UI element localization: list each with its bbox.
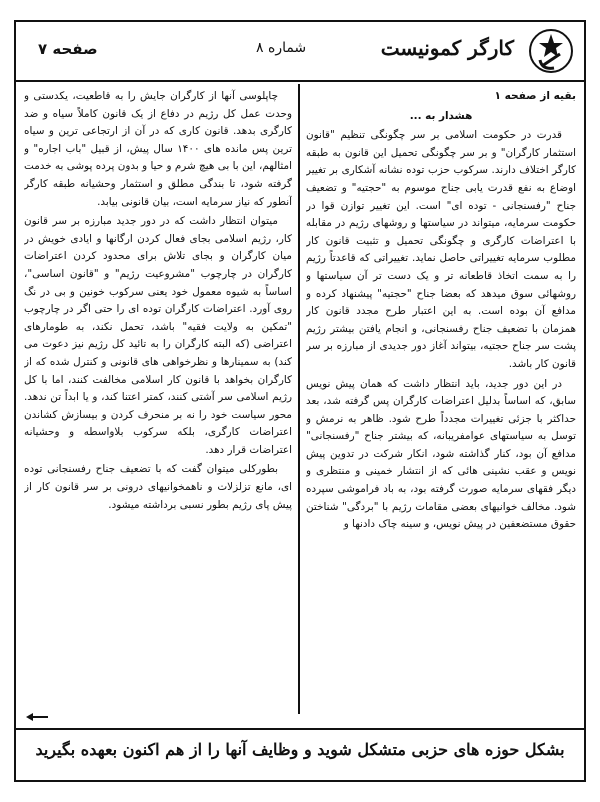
paragraph: میتوان انتظار داشت که در دور جدید مبارزه بر سر قانون کار، رژیم اسلامی بجای فعال کردن ارگانها و ایادی خویش در میان کارگران و بجای تلاش برای محدود کردن اعتراضات کارگران در چارچوب "مشروعیت رژیم" و "قانون اساسی"، اساساً به شیوه معمول خود یعنی سرکوب خونین و بی در نگ روی آورد. اعتراضات کارگران توده ای را حتی اگر در چارچوب "تمکین به ولایت فقیه" باشد، تحمل نکند، به طومارهای اعتراضی (که البته کارگران را به تائید کل رژیم نیز دعوت می کند) به سمینارها و نظرخواهی های قانونی و کنترل شده که از کارگران بخواهد با قانون کار اسلامی مخالفت کنند، اما با کل رژیم اسلامی سر آشتی کنند، کمتر اعتنا کند، و یا ابداً تن ندهد. محور سیاست خود را نه بر منحرف کردن و بیسازش کشاندن اعتراضات کارگری، بلکه سرکوب بلاواسطه و وحشیانه اعتراضات قرار دهد. (24, 215, 292, 456)
paragraph: قدرت در حکومت اسلامی بر سر چگونگی تنظیم "قانون استثمار کارگران" و بر سر چگونگی تحمیل این قانون به طبقه کارگر اختلاف دارند. سرکوب حزب توده نشانه آشکاری بر تغییر اوضاع به نفع قدرت یابی جناح موسوم به "حجتیه" و تضعیف جناح "رفسنجانی - توده ای" است. این تغییر توازن قوا در حکومت سرمایه، میتواند در سیاستها و روشهای رژیم در مقابله با اعتراضات کارگری و چگونگی تحمیل و تثبیت قانون کار مطلوب سرمایه تغییراتی حاصل نماید. تغییراتی که قاعدتاً رژیم را به سمت اتخاذ قاطعانه تر و یک دست تر آن سیاستها و روشهائی سوق میدهد که بعضا جناح "حجتیه" پیشنهاد کرده و مدافع آن بوده است. به این اعتبار طرح مجدد قانون کار همزمان با تضعیف جناح رفسنجانی، و انجام یافتن بیشتر رژیم پشت سر جناح حجتیه، بیتواند آغاز دور جدیدی از مبارزه بر سر قانون کار باشد. (306, 129, 576, 370)
footer-divider (16, 728, 584, 730)
continued-label: بقیه از صفحه ۱ (494, 90, 576, 102)
issue-number: شماره ۸ (256, 40, 307, 56)
page-frame (14, 20, 586, 782)
paragraph: در این دور جدید، باید انتظار داشت که همان پیش نویس سابق، که اساساً بدلیل اعتراضات کارگران پس گرفته شد، بعد حداکثر با جزئی تغییرات مجدداً طرح شود. ظاهر به نرمش و توسل به سیاستهای عوامفریبانه، که بیشتر جناح "رفسنجانی" مدافع آن بود، کنار گذاشته شود، انکار شرکت در تدوین پیش نویس و عقب نشینی هائی که از انتشار خمینی و منتظری و دیگر فقهای سرمایه صورت گرفته بود، به باد فراموشی سپرده شود. مخالف خوانیهای بعضی مقامات رژیم با "بردگی" شناختن حقوق مستضعفین در پیش نویس، و سینه چاک دادنها و (306, 377, 576, 531)
newspaper-title: کارگر کمونیست (380, 36, 514, 60)
article-heading: هشدار به ... (409, 109, 473, 122)
page-number: صفحه ۷ (38, 40, 98, 58)
hammer-sickle-star-icon (528, 28, 574, 74)
left-column (24, 88, 292, 706)
column-divider (298, 84, 300, 714)
paragraph: بطورکلی میتوان گفت که با تضعیف جناح رفسنجانی توده ای، مانع تزلزلات و ناهمخوانیهای درونی بر سر قانون کار از پیش پای رژیم بطور نسبی برداشته میشود. (24, 463, 292, 511)
footer-slogan: بشکل حوزه های حزبی متشکل شوید و وظایف آنها را از هم اکنون بعهده بگیرید (35, 740, 565, 759)
paragraph: چاپلوسی آنها از کارگران جایش را به قاطعیت، یکدستی و وحدت عمل کل رژیم در دفاع از یک قانون کاملاً سیاه و ضد کارگری بدهد. قانون کاری که در آن از ارتجاعی ترین و سیاه ترین پس مانده های ۱۴۰۰ سال پیش، از قبیل "باب اجاره" و امثالهم، این با بی هیچ شرم و حیا و بدون پرده پوشی به خدمت گرفته شود، تا بندگی مطلق و استثمار وحشیانه طبقه کارگر آنطور که نیاز سرمایه است، بیان قانونی بیابد. (24, 90, 292, 208)
masthead (16, 22, 584, 82)
continue-arrow-icon (26, 712, 48, 722)
right-column (306, 88, 576, 706)
